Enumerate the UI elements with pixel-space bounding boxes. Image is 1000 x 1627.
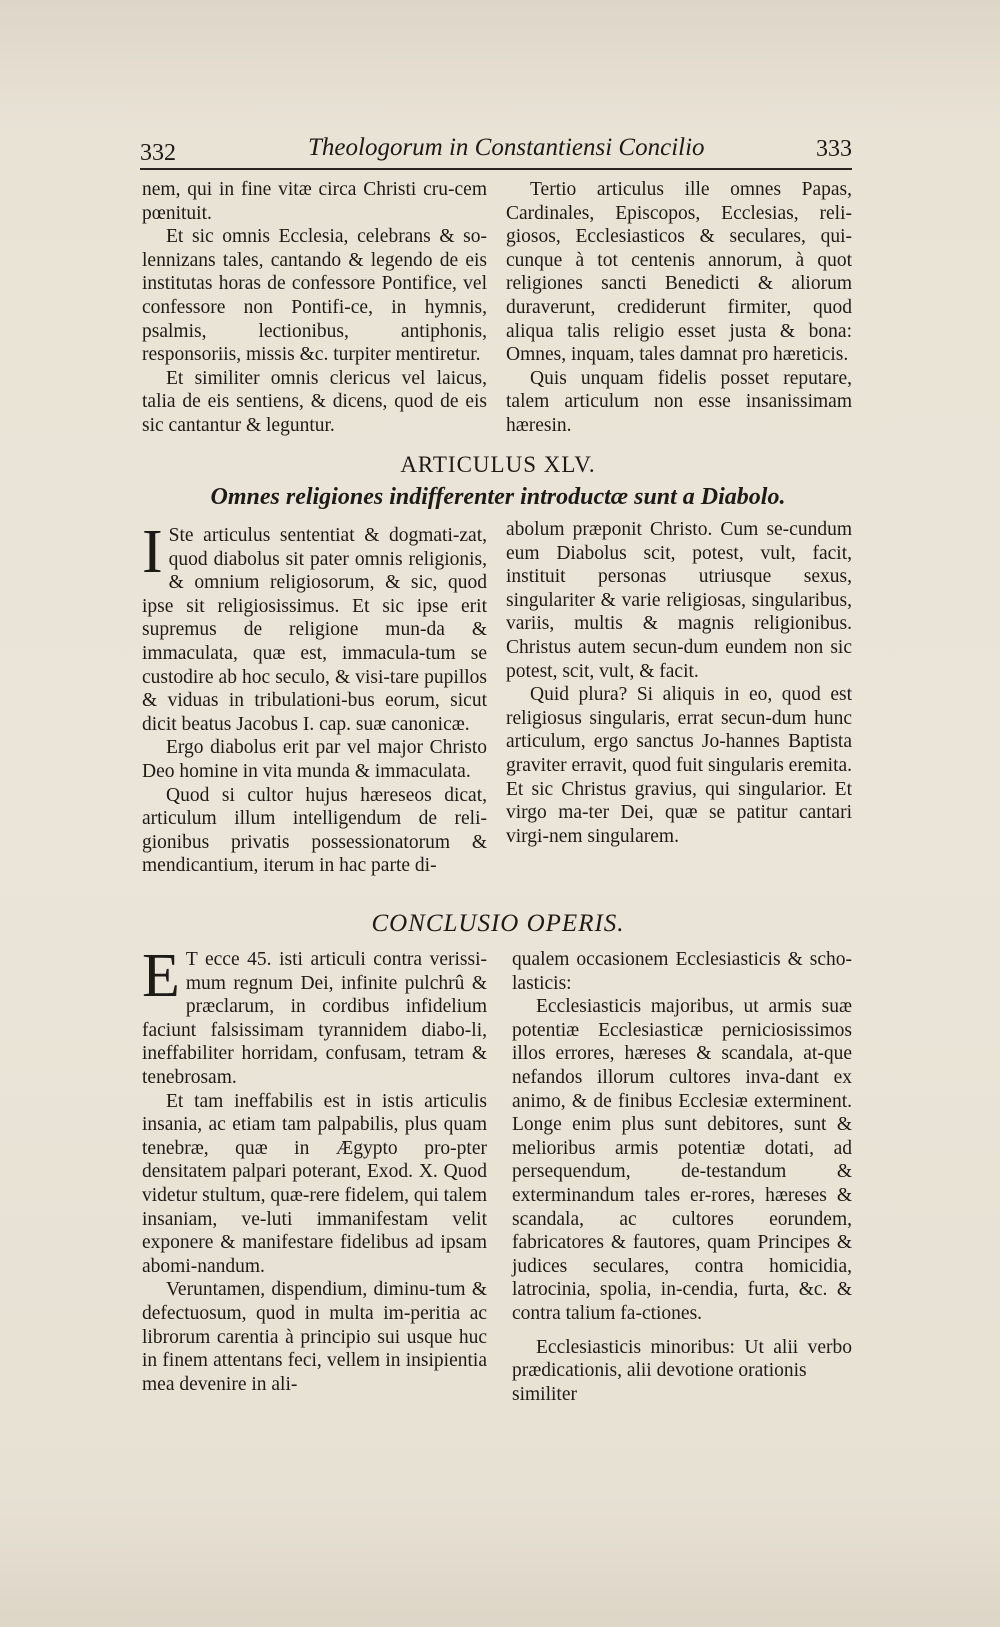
- top-left-column: [142, 178, 487, 438]
- page-number-left: 332: [140, 140, 176, 166]
- paragraph: Veruntamen, dispendium, diminu-tum & defectuosum, quod in multa im-peritia ac librorum carentia à principio sui usque huc in finem attentans feci, vellem in insipientia mea devenire in ali-: [142, 1279, 487, 1395]
- paragraph: Ecclesiasticis minoribus: Ut alii verbo prædicationis, alii devotione orationis: [512, 1336, 852, 1382]
- drop-cap: E: [142, 942, 180, 1010]
- paragraph: nem, qui in fine vitæ circa Christi cru-cem pœnituit.: [142, 179, 487, 224]
- paragraph: [142, 518, 487, 736]
- paragraph-text: T ecce 45. isti articuli contra verissi-mum regnum Dei, infinite pulchrû & præclarum, in cordibus infidelium faciunt falsissimam tyrannidem diabo-li, ineffabiliter horridam, confusam, tetram & tenebrosam.: [142, 949, 487, 1088]
- paragraph: Ergo diabolus erit par vel major Christo Deo homine in vita munda & immaculata.: [142, 737, 487, 782]
- running-title: Theologorum in Constantiensi Concilio: [308, 134, 705, 161]
- paragraph: Quod si cultor hujus hæreseos dicat, articulum illum intelligendum de reli-gionibus privatis possessionatorum & mendicantium, iterum in hac parte di-: [142, 784, 487, 877]
- drop-cap: I: [142, 518, 163, 586]
- paragraph: qualem occasionem Ecclesiasticis & scho-lasticis:: [512, 949, 852, 994]
- conclusion-left-column: [142, 942, 487, 1396]
- paragraph: Tertio articulus ille omnes Papas, Cardinales, Episcopos, Ecclesias, reli-giosos, Ecclesiasticos & seculares, qui-cunque à tot centenis annorum, à quot religiones sancti Benedicti & aliorum duraverunt, crediderunt firmiter, quod aliqua talis religio esset justa & bona: Omnes, inquam, tales damnat pro hæreticis.: [506, 179, 852, 366]
- paragraph: Et sic omnis Ecclesia, celebrans & so-lennizans tales, cantando & legendo de eis institutas horas de confessore Pontifice, vel confessore non Pontifi-ce, in hymnis, psalmis, lectionibus, antiphonis, responsoriis, missis &c. turpiter mentiretur.: [142, 226, 487, 366]
- article-heading: ARTICULUS XLV.: [400, 452, 596, 477]
- conclusion-heading: CONCLUSIO OPERIS.: [371, 910, 625, 937]
- paragraph: Et similiter omnis clericus vel laicus, talia de eis sentiens, & dicens, quod de eis sic cantantur & leguntur.: [142, 367, 487, 436]
- paragraph: Ecclesiasticis majoribus, ut armis suæ potentiæ Ecclesiasticæ perniciosissimos illos errores, hæreses & scandala, at-que nefandos illorum cultores inva-dant ex animo, & de finibus Ecclesiæ exterminent. Longe enim plus sunt debitores, sunt & melioribus armis potentiæ dotati, ad persequendum, de-testandum & exterminandum tales er-rores, hæreses & scandala, ac cultores eorundem, fabricatores & fautores, quam Principes & judices seculares, contra homicidia, latrocinia, spolia, in-cendia, furta, &c. & contra talium fa-ctiones.: [512, 996, 852, 1324]
- paragraph: [142, 942, 487, 1090]
- header-rule: [140, 168, 852, 170]
- paragraph-text: Ste articulus sententiat & dogmati-zat, quod diabolus sit pater omnis religionis, & omnium religiosorum, & sic, quod ipse sit religiosissimus. Et sic ipse erit supremus de religione mun-da & immaculata, quæ est, immacula-tum se custodire ab hoc seculo, & visi-tare pupillos & viduas in tribulationi-bus eorum, sicut dicit beatus Jacobus I. cap. suæ canonicæ.: [142, 525, 487, 735]
- paragraph: Quis unquam fidelis posset reputare, talem articulum non esse insanissimam hæresin.: [506, 367, 852, 436]
- paragraph: Et tam ineffabilis est in istis articulis insania, ac etiam tam palpabilis, plus quam tenebræ, quæ in Ægypto pro-pter densitatem palpari poterant, Exod. X. Quod videtur stultum, quæ-rere fidelem, qui talem insaniam, ve-luti immanifestam velit exponere & manifestare fidelibus ad ipsam abomi-nandum.: [142, 1090, 487, 1277]
- page-number-right: 333: [816, 136, 852, 162]
- catchword: similiter: [512, 1383, 577, 1405]
- article-left-column: [142, 518, 487, 878]
- article-title: Omnes religiones indifferenter introductæ sunt a Diabolo.: [210, 484, 786, 510]
- running-header: [140, 134, 852, 168]
- paragraph: Quid plura? Si aliquis in eo, quod est religiosus singularis, errat secun-dum hunc articulum, ergo sanctus Jo-hannes Baptista graviter erravit, quod fuit singularis eremita. Et sic Christus gravius, qui singularior. Et virgo ma-ter Dei, quæ se patitur cantari virgi-nem singularem.: [506, 684, 853, 847]
- article-right-column: [506, 518, 852, 848]
- conclusion-right-column: [512, 948, 852, 1406]
- paragraph: abolum præponit Christo. Cum se-cundum eum Diabolus scit, potest, vult, facit, instituit personas utriusque sexus, singulariter & varie religiosas, singularibus, variis, multis & magnis religionibus. Christus autem secun-dum eundem non sic potest, scit, vult, & facit.: [506, 519, 852, 682]
- top-right-column: [506, 178, 852, 438]
